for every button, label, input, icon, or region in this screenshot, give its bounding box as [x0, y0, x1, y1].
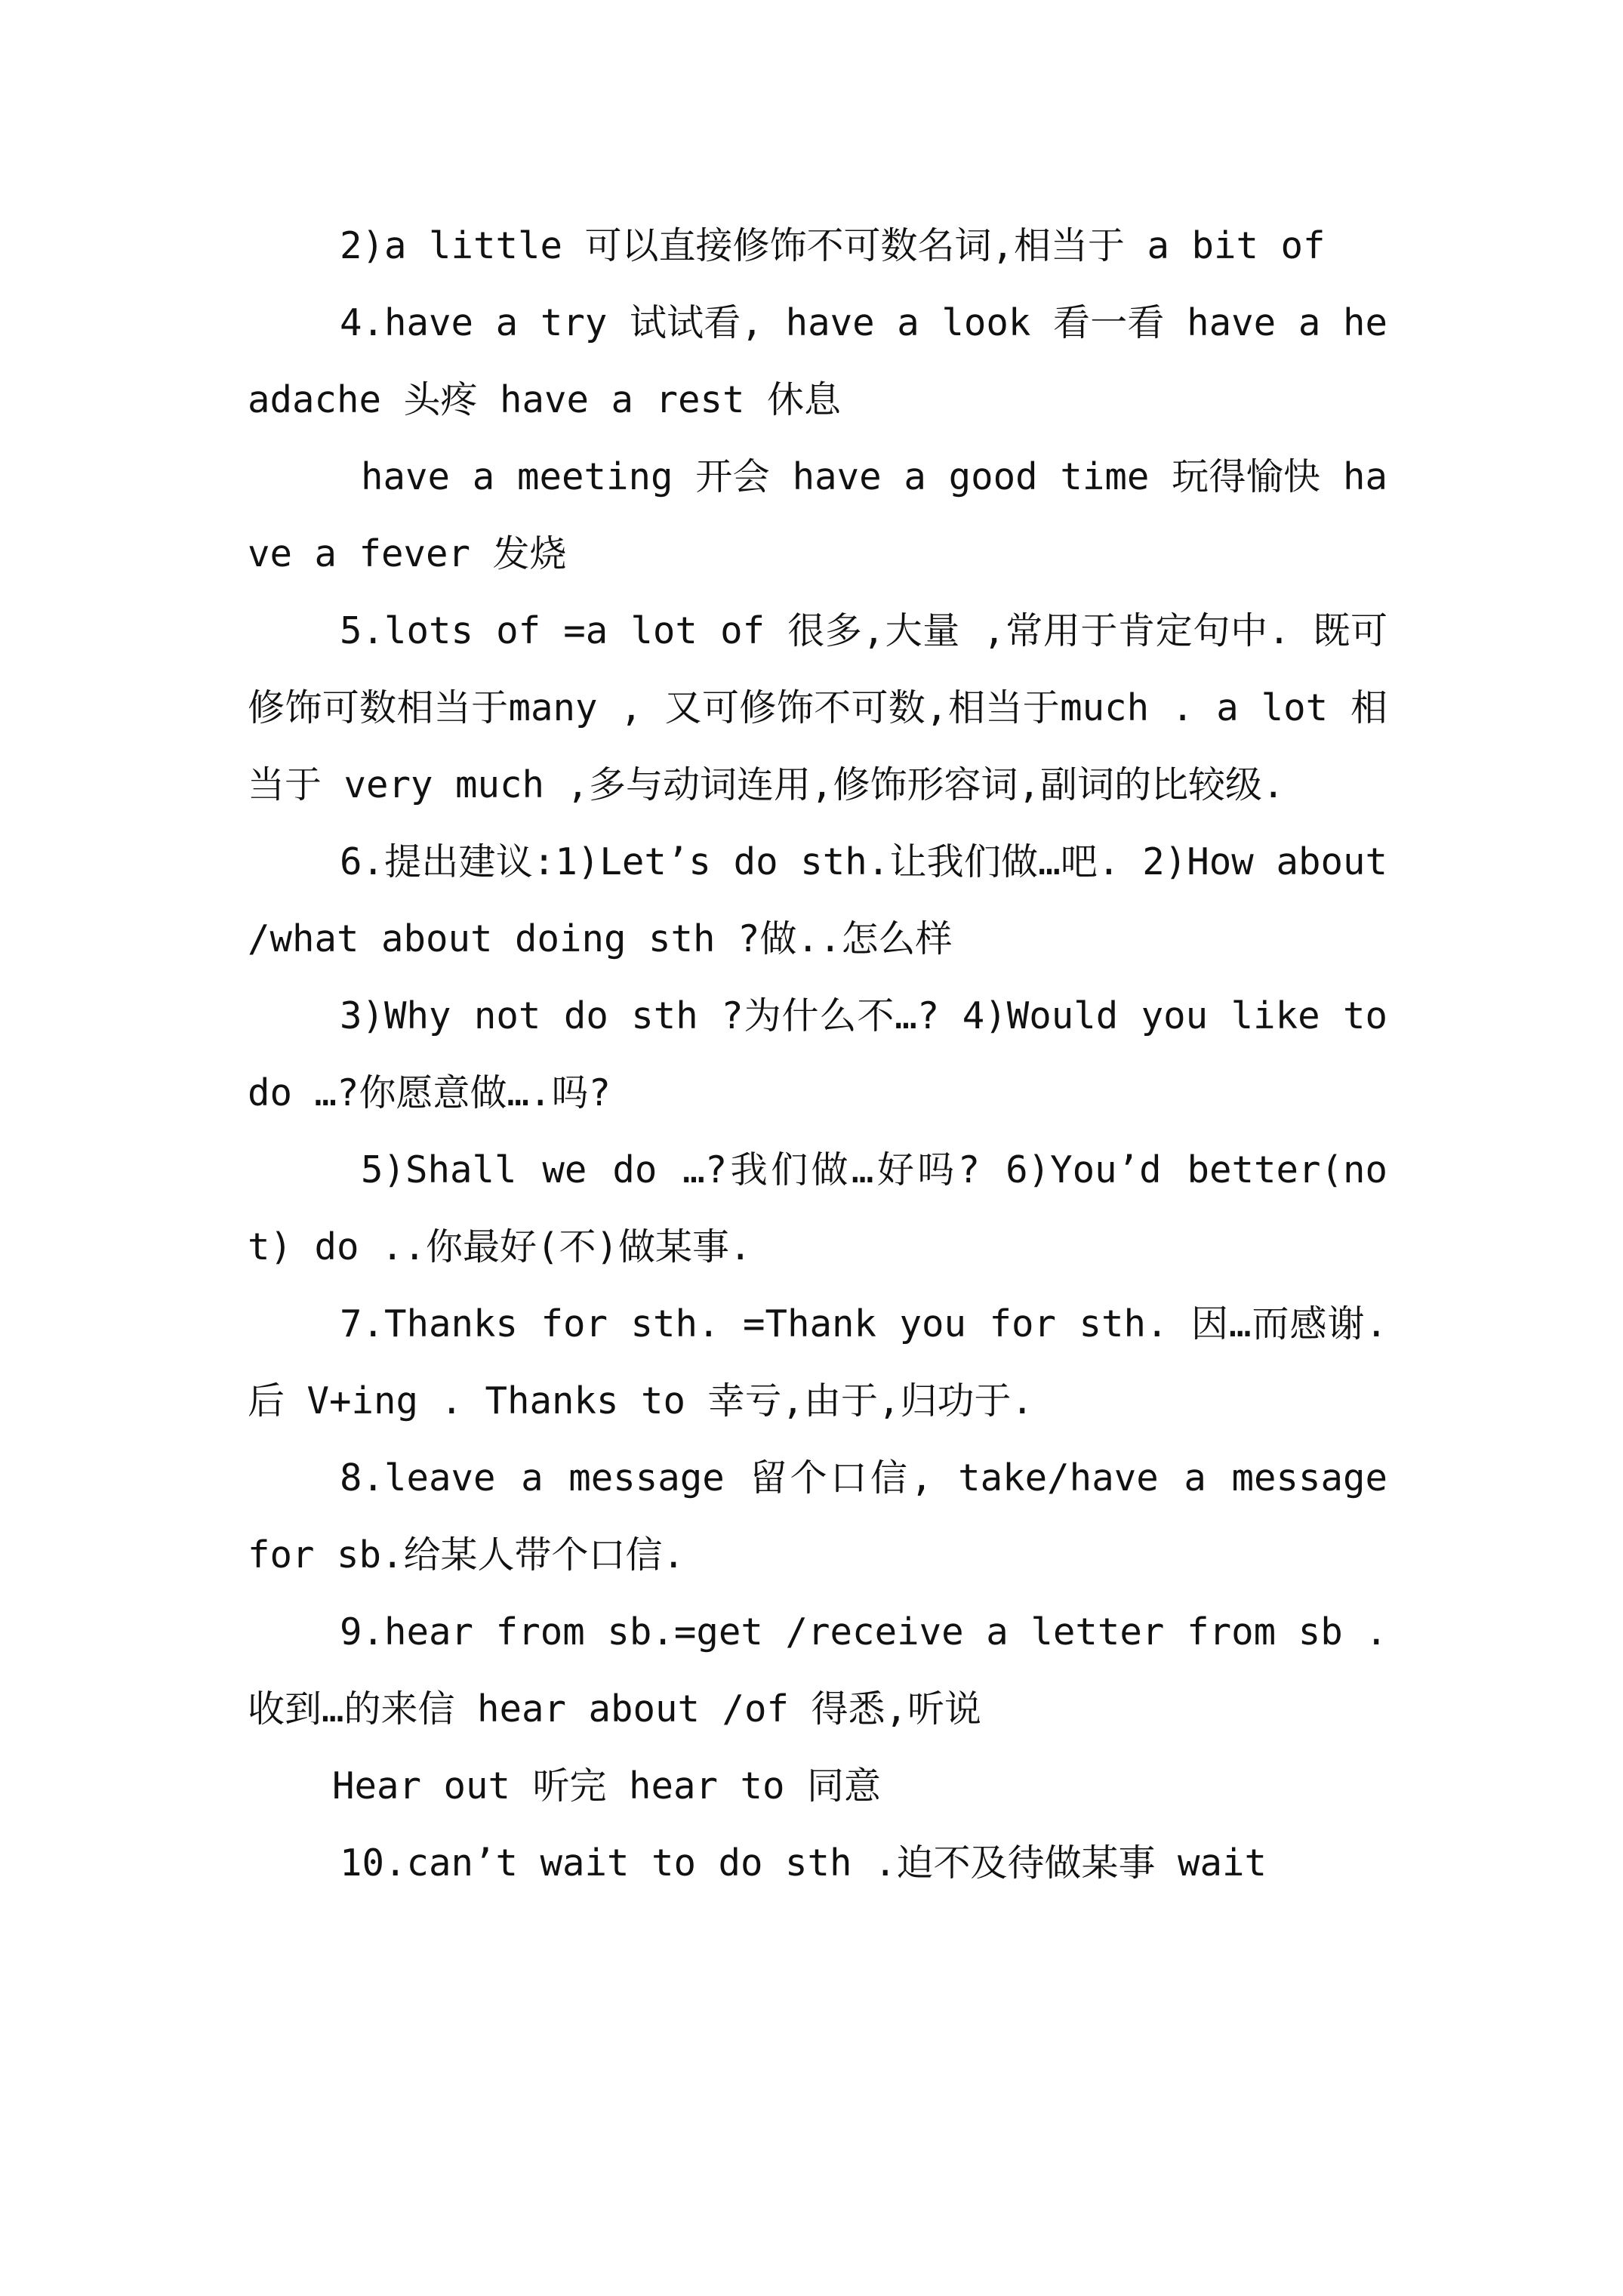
paragraph-hear-from: 9.hear from sb.=get /receive a letter from sb . 收到…的来信 hear about /of 得悉,听说 — [248, 1610, 1387, 1730]
paragraph-hear-out: Hear out 听完 hear to 同意 — [332, 1764, 882, 1808]
paragraph-suggestions: 6.提出建议:1)Let’s do sth.让我们做…吧. 2)How about /what about doing sth ?做..怎么样 — [248, 840, 1387, 960]
paragraph-cant-wait: 10.can’t wait to do sth .迫不及待做某事 wait — [340, 1841, 1267, 1885]
paragraph-lots-of: 5.lots of =a lot of 很多,大量 ,常用于肯定句中. 既可修饰可数相当于many , 又可修饰不可数,相当于much . a lot 相当于 very much ,多与动词连用,修饰形容词,副词的比较级. — [248, 609, 1387, 806]
paragraph-have-phrases: 4.have a try 试试看, have a look 看一看 have a headache 头疼 have a rest 休息 — [248, 301, 1387, 421]
document-body — [248, 208, 1387, 1902]
paragraph-little: 2)a little 可以直接修饰不可数名词,相当于 a bit of — [340, 224, 1326, 267]
paragraph-leave-message: 8.leave a message 留个口信, take/have a message for sb.给某人带个口信. — [248, 1456, 1387, 1576]
paragraph-have-meeting: have a meeting 开会 have a good time 玩得愉快 have a fever 发烧 — [248, 455, 1387, 575]
paragraph-shall-we: 5)Shall we do …?我们做…好吗? 6)You’d better(not) do ..你最好(不)做某事. — [248, 1148, 1387, 1268]
paragraph-thanks-for: 7.Thanks for sth. =Thank you for sth. 因…而感谢.后 V+ing . Thanks to 幸亏,由于,归功于. — [248, 1302, 1387, 1422]
paragraph-why-not: 3)Why not do sth ?为什么不…? 4)Would you like to do …?你愿意做….吗? — [248, 994, 1387, 1114]
